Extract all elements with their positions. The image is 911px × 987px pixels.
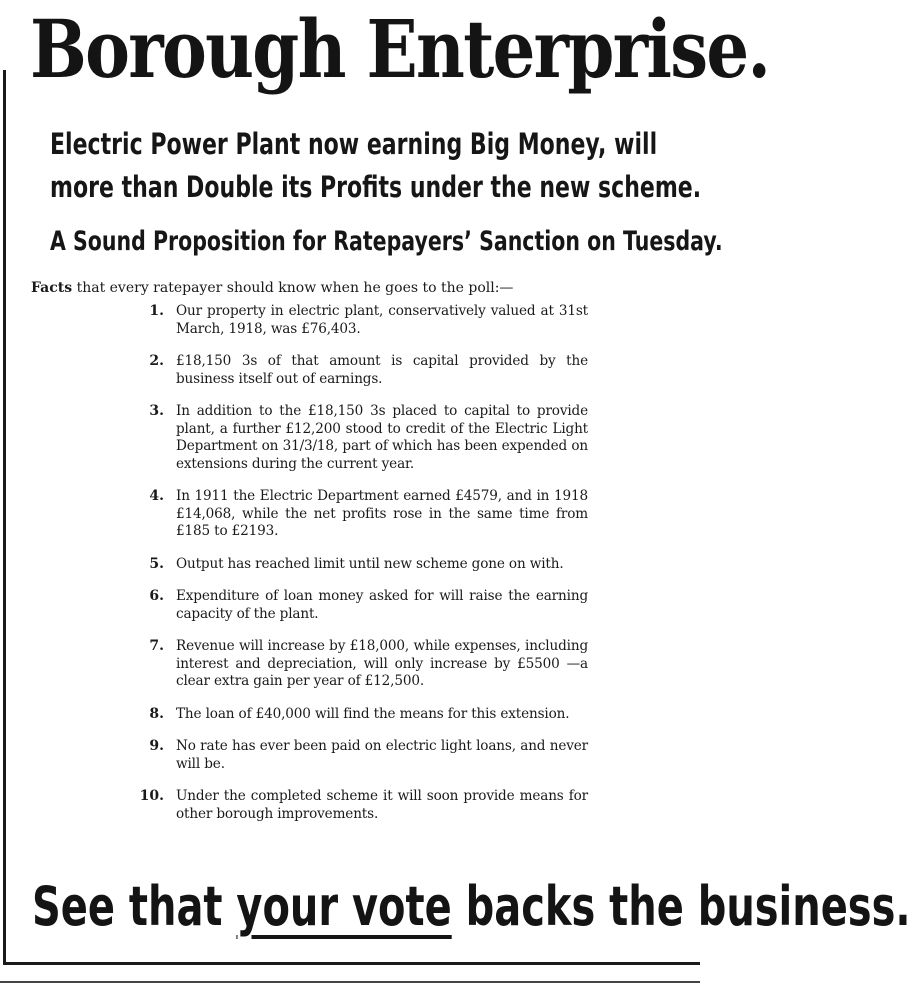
headline: Borough Enterprise. xyxy=(30,2,770,96)
fact-text: Under the completed scheme it will soon provide means for other borough improvements. xyxy=(176,788,588,822)
intro-lead: Facts xyxy=(31,280,73,296)
bottom-rule xyxy=(3,962,700,965)
left-rule xyxy=(3,70,6,965)
slogan xyxy=(32,870,911,944)
fact-number: 6. xyxy=(149,588,164,604)
fact-number: 2. xyxy=(149,353,164,369)
fact-item xyxy=(138,738,588,773)
fact-number: 3. xyxy=(149,403,164,419)
fact-text: Expenditure of loan money asked for will raise the earning capacity of the plant. xyxy=(176,588,588,622)
fact-number: 1. xyxy=(149,303,164,319)
bottom-edge-rule xyxy=(0,981,700,983)
fact-item xyxy=(138,706,588,724)
intro-line xyxy=(31,278,513,298)
fact-item xyxy=(138,303,588,338)
intro-text: that every ratepayer should know when he goes to the poll:— xyxy=(76,280,514,296)
fact-text: No rate has ever been paid on electric light loans, and never will be. xyxy=(176,738,588,772)
fact-number: 7. xyxy=(149,638,164,654)
fact-number: 8. xyxy=(149,705,164,722)
fact-number: 5. xyxy=(149,555,164,572)
fact-number: 4. xyxy=(149,488,164,504)
fact-text: £18,150 3s of that amount is capital provided by the business itself out of earnings. xyxy=(176,353,588,387)
fact-item xyxy=(138,638,588,691)
fact-text: Our property in electric plant, conservatively valued at 31st March, 1918, was £76,403. xyxy=(176,303,588,337)
fact-number: 9. xyxy=(149,738,164,754)
fact-text: The loan of £40,000 will find the means for this extension. xyxy=(176,705,570,722)
slogan-underlined: your vote xyxy=(236,875,452,938)
fact-item xyxy=(138,788,588,823)
fact-text: In addition to the £18,150 3s placed to capital to provide plant, a further £12,200 stood to credit of the Electric Light Department on 31/3/18, part of which has been expended on extensions during the current year. xyxy=(176,403,588,472)
slogan-end: backs the business. xyxy=(451,875,911,938)
facts-list xyxy=(138,303,588,838)
slogan-start: See that xyxy=(32,875,237,938)
subheadline-line-3: A Sound Proposition for Ratepayers’ Sanction on Tuesday. xyxy=(50,226,723,257)
fact-text: Revenue will increase by £18,000, while expenses, including interest and depreciation, will only increase by £5500 —a clear extra gain per year of £12,500. xyxy=(176,638,588,689)
fact-item xyxy=(138,403,588,473)
fact-item xyxy=(138,588,588,623)
fact-item xyxy=(138,353,588,388)
subheadline-line-2: more than Double its Profits under the new scheme. xyxy=(50,170,702,204)
subheadline-line-1: Electric Power Plant now earning Big Money, will xyxy=(50,127,658,161)
fact-item xyxy=(138,488,588,541)
fact-text: In 1911 the Electric Department earned £4579, and in 1918 £14,068, while the net profits rose in the same time from £185 to £2193. xyxy=(176,488,588,539)
fact-item xyxy=(138,556,588,574)
fact-number: 10. xyxy=(139,788,164,804)
fact-text: Output has reached limit until new scheme gone on with. xyxy=(176,555,564,572)
